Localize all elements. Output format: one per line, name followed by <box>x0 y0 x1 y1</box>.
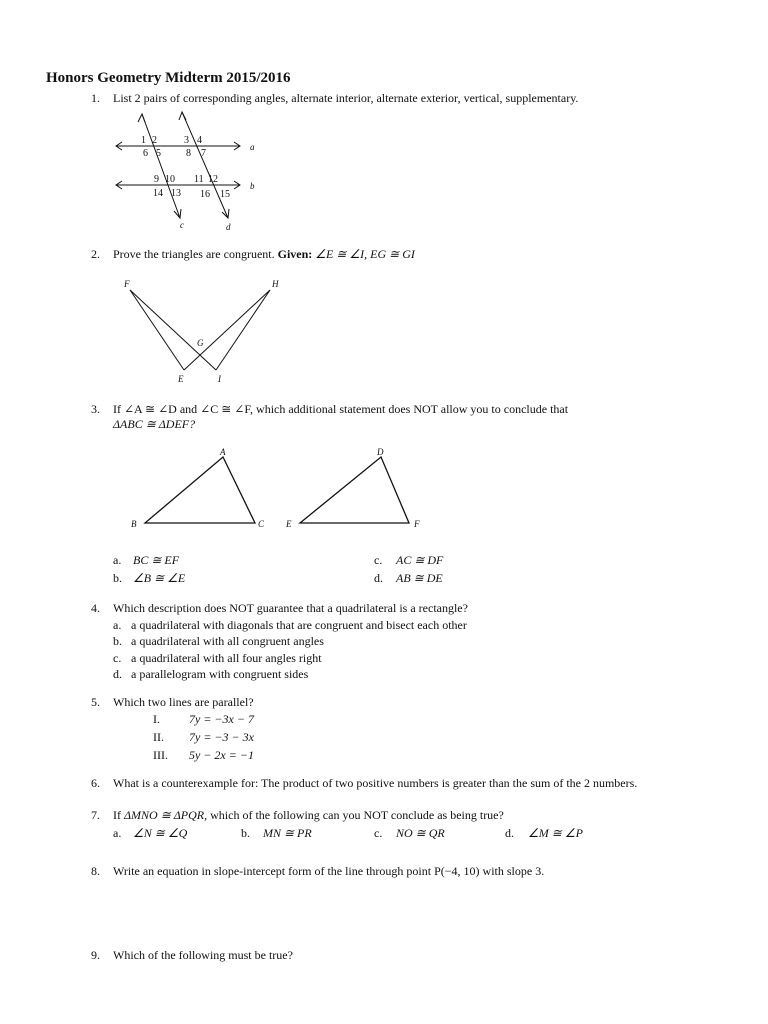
choice-c: a quadrilateral with all four angles right <box>131 651 322 665</box>
vertex-c-label: C <box>258 519 265 529</box>
question-number: 2. <box>91 247 100 261</box>
question-text-if: If <box>113 808 121 822</box>
parallel-lines-figure <box>100 108 280 233</box>
choice-letter: c. <box>374 826 383 840</box>
angle-15: 15 <box>220 189 230 200</box>
choice-letter: b. <box>113 571 122 585</box>
line-c-label: c <box>180 220 184 230</box>
question-number: 6. <box>91 776 100 790</box>
equation-3: 5y − 2x = −1 <box>189 748 254 762</box>
question-text: Which of the following must be true? <box>113 948 293 962</box>
choice-letter: b. <box>241 826 250 840</box>
congruence-statement: ΔMNO ≅ ΔPQR, <box>124 808 208 822</box>
choice-a: ∠N ≅ ∠Q <box>133 826 188 840</box>
choice-letter: d. <box>374 571 383 585</box>
choice-d: a parallelogram with congruent sides <box>131 667 309 681</box>
choice-letter: c. <box>374 553 383 567</box>
angle-4: 4 <box>197 135 202 146</box>
roman-numeral: II. <box>153 730 164 744</box>
vertex-e-label: E <box>286 519 292 529</box>
choice-b: MN ≅ PR <box>263 826 312 840</box>
choice-letter: b. <box>113 634 122 648</box>
roman-numeral: I. <box>153 712 160 726</box>
choice-a: BC ≅ EF <box>133 553 180 567</box>
angle-5: 5 <box>156 148 161 159</box>
question-text: Which two lines are parallel? <box>113 695 254 709</box>
given-statement: ∠E ≅ ∠I, EG ≅ GI <box>315 247 415 261</box>
equation-1: 7y = −3x − 7 <box>189 712 254 726</box>
line-b-label: b <box>250 181 255 191</box>
question-text: Which description does NOT guarantee that a quadrilateral is a rectangle? <box>113 601 468 615</box>
angle-9: 9 <box>154 174 159 185</box>
angle-1: 1 <box>141 135 146 146</box>
angle-6: 6 <box>143 148 148 159</box>
vertex-i-label: I <box>218 374 221 384</box>
vertex-h-label: H <box>272 279 279 289</box>
question-number: 8. <box>91 864 100 878</box>
vertex-a-label: A <box>220 447 226 457</box>
vertex-g-label: G <box>197 338 204 348</box>
angle-2: 2 <box>152 135 157 146</box>
triangles-abc-def-figure <box>125 445 435 535</box>
angle-3: 3 <box>184 135 189 146</box>
choice-letter: a. <box>113 553 122 567</box>
choice-b: ∠B ≅ ∠E <box>133 571 186 585</box>
roman-numeral: III. <box>153 748 168 762</box>
page-title: Honors Geometry Midterm 2015/2016 <box>46 70 291 86</box>
choice-d: ∠M ≅ ∠P <box>528 826 583 840</box>
question-number: 9. <box>91 948 100 962</box>
bowtie-triangles-figure <box>118 278 288 388</box>
line-d-label: d <box>226 222 231 232</box>
equation-2: 7y = −3 − 3x <box>189 730 254 744</box>
angle-12: 12 <box>208 174 218 185</box>
vertex-f-label: F <box>124 279 130 289</box>
vertex-b-label: B <box>131 519 137 529</box>
choice-letter: c. <box>113 651 122 665</box>
choice-letter: d. <box>505 826 514 840</box>
vertex-f-label: F <box>414 519 420 529</box>
question-number: 5. <box>91 695 100 709</box>
angle-13: 13 <box>171 188 181 199</box>
vertex-d-label: D <box>377 447 384 457</box>
question-text: Write an equation in slope-intercept form of the line through point P(−4, 10) with slope 3. <box>113 864 545 878</box>
question-text: Prove the triangles are congruent. <box>113 247 275 261</box>
line-a-label: a <box>250 142 255 152</box>
question-text: which of the following can you NOT conclude as being true? <box>210 808 504 822</box>
angle-16: 16 <box>200 189 210 200</box>
question-number: 4. <box>91 601 100 615</box>
question-text: List 2 pairs of corresponding angles, alternate interior, alternate exterior, vertical, supplementary. <box>113 91 579 105</box>
choice-c: NO ≅ QR <box>396 826 445 840</box>
choice-letter: a. <box>113 826 122 840</box>
angle-10: 10 <box>165 174 175 185</box>
choice-letter: a. <box>113 618 122 632</box>
vertex-e-label: E <box>178 374 184 384</box>
choice-d: AB ≅ DE <box>396 571 443 585</box>
angle-11: 11 <box>194 174 204 185</box>
question-number: 1. <box>91 91 100 105</box>
angle-8: 8 <box>186 148 191 159</box>
choice-b: a quadrilateral with all congruent angles <box>131 634 324 648</box>
question-text: If ∠A ≅ ∠D and ∠C ≅ ∠F, which additional statement does NOT allow you to conclude that <box>113 402 569 416</box>
choice-letter: d. <box>113 667 122 681</box>
choice-a: a quadrilateral with diagonals that are congruent and bisect each other <box>131 618 467 632</box>
angle-14: 14 <box>153 188 163 199</box>
question-number: 7. <box>91 808 100 822</box>
choice-c: AC ≅ DF <box>396 553 444 567</box>
question-text-line2: ΔABC ≅ ΔDEF? <box>113 417 196 431</box>
question-text: What is a counterexample for: The product of two positive numbers is greater than the sum of the 2 numbers. <box>113 776 638 790</box>
question-number: 3. <box>91 402 100 416</box>
given-label: Given: <box>277 247 313 261</box>
angle-7: 7 <box>201 148 206 159</box>
